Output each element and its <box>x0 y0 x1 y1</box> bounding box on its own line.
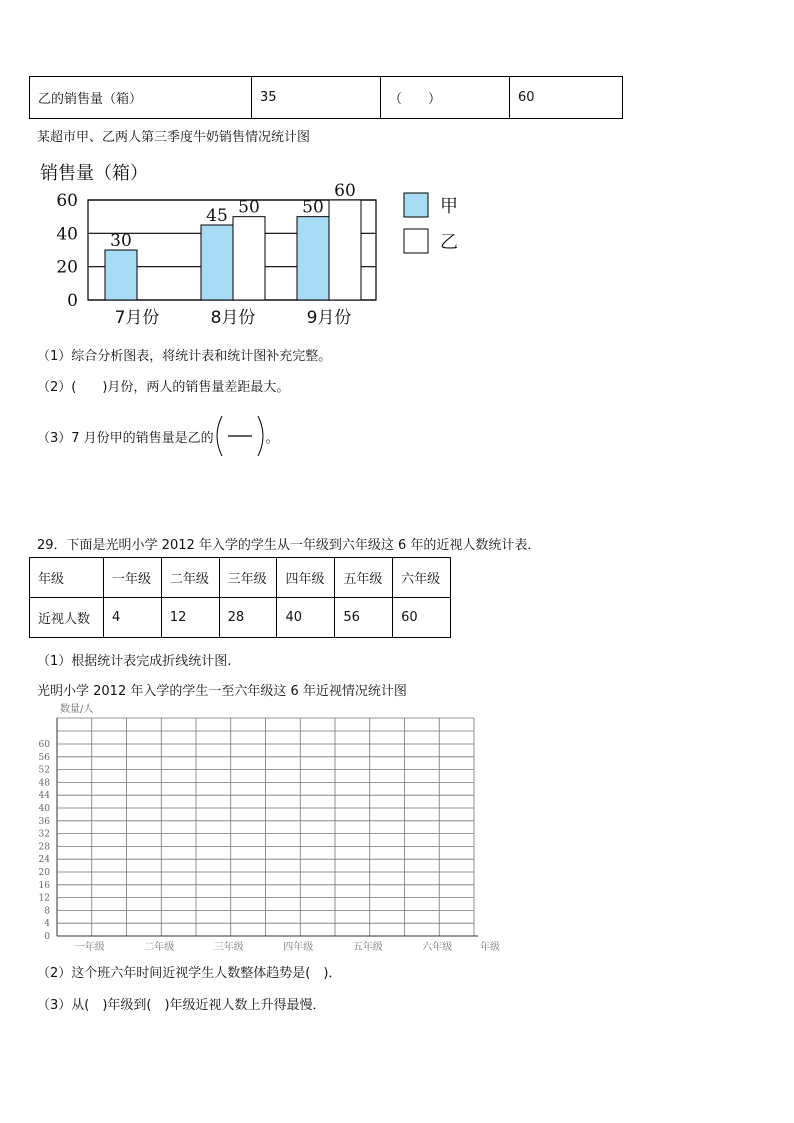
myopia-table-cell: 4 <box>104 598 162 638</box>
bar-甲 <box>201 225 233 300</box>
question-1-2: （2）( )月份，两人的销售量差距最大。 <box>37 380 290 395</box>
legend-swatch <box>404 229 428 253</box>
problem-29-question-1: （1）根据统计表完成折线统计图. <box>37 654 232 669</box>
bar-chart-title: 某超市甲、乙两人第三季度牛奶销售情况统计图 <box>37 130 311 145</box>
myopia-table-header: 六年级 <box>393 558 451 598</box>
y-tick-label: 48 <box>38 778 50 789</box>
bar-乙 <box>233 217 265 300</box>
question-1-3 <box>37 414 279 458</box>
myopia-table-cell: 56 <box>335 598 393 638</box>
bar-data-label: 30 <box>110 231 132 251</box>
y-tick-label: 0 <box>44 932 50 942</box>
y-tick-label: 32 <box>38 829 50 840</box>
y-tick-label: 44 <box>38 791 50 802</box>
myopia-table-header: 五年级 <box>335 558 393 598</box>
myopia-table-header: 三年级 <box>219 558 277 598</box>
bar-甲 <box>297 217 329 300</box>
question-1-3-prefix: （3）7 月份甲的销售量是乙的 <box>37 430 214 446</box>
y-tick-label: 0 <box>67 291 78 311</box>
myopia-table-header: 二年级 <box>161 558 219 598</box>
y-tick-label: 60 <box>56 191 78 211</box>
x-tick-label: 四年级 <box>283 942 314 953</box>
myopia-table-cell: 60 <box>393 598 451 638</box>
y-tick-label: 40 <box>38 804 50 814</box>
fraction-blank <box>214 414 266 458</box>
legend-swatch <box>404 193 428 217</box>
myopia-table-header: 年级 <box>30 558 104 598</box>
myopia-table-header: 四年级 <box>277 558 335 598</box>
y-tick-label: 20 <box>56 257 78 278</box>
y-tick-label: 60 <box>38 740 50 750</box>
question-1-1: （1）综合分析图表，将统计表和统计图补充完整。 <box>37 349 332 364</box>
line-chart <box>30 700 510 956</box>
x-tick-label: 五年级 <box>352 942 383 953</box>
bar-乙 <box>329 200 361 300</box>
y-tick-label: 12 <box>38 893 50 904</box>
sales-table-label: 乙的销售量（箱） <box>30 77 252 119</box>
line-chart-xlabel: 年级 <box>480 942 500 953</box>
x-tick-label: 7月份 <box>114 308 160 328</box>
problem-29-question-2: （2）这个班六年时间近视学生人数整体趋势是( )． <box>37 966 342 981</box>
myopia-table-header-row <box>30 558 451 598</box>
x-tick-label: 三年级 <box>213 942 244 953</box>
bar-甲 <box>105 250 137 300</box>
y-tick-label: 56 <box>38 752 50 763</box>
line-chart-ylabel: 数量/人 <box>60 704 94 715</box>
problem-29-intro: 29．下面是光明小学 2012 年入学的学生从一年级到六年级这 6 年的近视人数统计表． <box>37 538 541 553</box>
sales-table-cell-8: （ ） <box>381 77 510 119</box>
sales-table <box>29 76 623 119</box>
y-tick-label: 16 <box>38 880 50 891</box>
y-tick-label: 40 <box>56 224 78 245</box>
myopia-table-row-label: 近视人数 <box>30 598 104 638</box>
problem-29-question-3: （3）从( )年级到( )年级近视人数上升得最慢． <box>37 998 326 1013</box>
x-tick-label: 六年级 <box>422 942 453 953</box>
myopia-table <box>29 557 451 638</box>
bar-data-label: 50 <box>238 197 260 218</box>
bar-data-label: 50 <box>302 197 324 218</box>
bar-data-label: 45 <box>206 206 228 226</box>
bar-data-label: 60 <box>334 181 356 201</box>
y-tick-label: 36 <box>38 816 50 827</box>
myopia-table-cell: 40 <box>277 598 335 638</box>
sales-table-cell-7: 35 <box>252 77 381 119</box>
y-tick-label: 20 <box>38 868 50 878</box>
myopia-table-value-row <box>30 598 451 638</box>
legend-label: 甲 <box>440 196 458 217</box>
sales-table-cell-9: 60 <box>510 77 623 119</box>
y-tick-label: 4 <box>44 919 50 930</box>
myopia-table-cell: 12 <box>161 598 219 638</box>
x-tick-label: 一年级 <box>74 942 105 953</box>
question-1-3-suffix: 。 <box>265 430 279 446</box>
y-tick-label: 52 <box>38 765 50 776</box>
line-chart-title: 光明小学 2012 年入学的学生一至六年级这 6 年近视情况统计图 <box>37 684 407 699</box>
y-tick-label: 28 <box>38 842 50 853</box>
bar-chart <box>30 155 470 335</box>
x-tick-label: 9月份 <box>306 308 352 328</box>
x-tick-label: 8月份 <box>210 308 256 328</box>
myopia-table-cell: 28 <box>219 598 277 638</box>
myopia-table-header: 一年级 <box>104 558 162 598</box>
bar-chart-ylabel: 销售量（箱） <box>40 163 148 184</box>
legend-label: 乙 <box>440 232 458 253</box>
y-tick-label: 24 <box>38 855 50 866</box>
x-tick-label: 二年级 <box>144 942 175 953</box>
y-tick-label: 8 <box>44 906 50 917</box>
